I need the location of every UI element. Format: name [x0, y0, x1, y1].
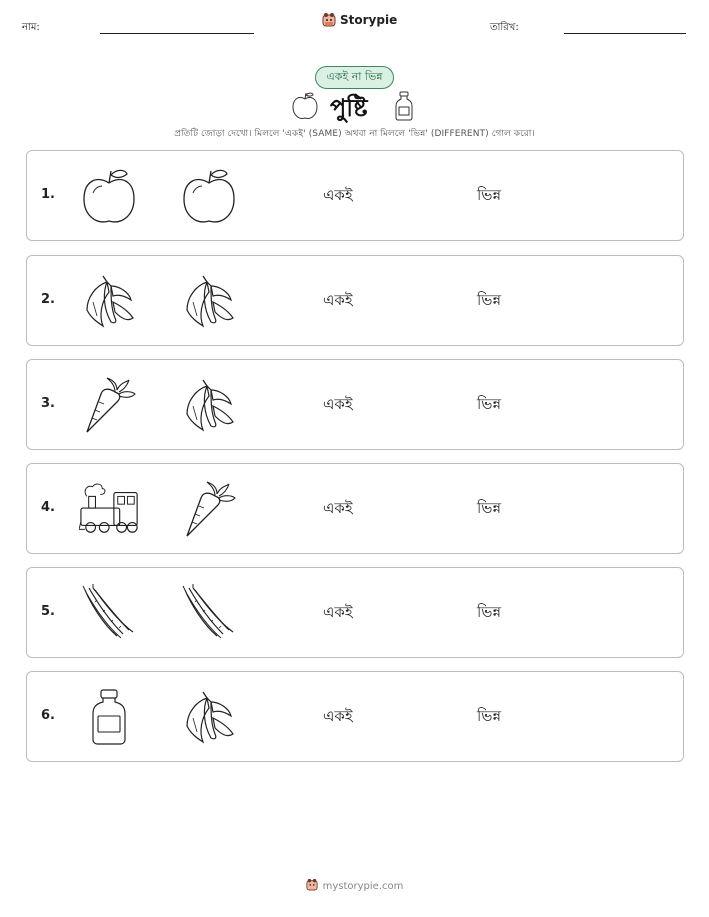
option-same[interactable]: একই [323, 186, 353, 204]
option-different[interactable]: ভিন্ন [477, 291, 502, 309]
worksheet-type-badge: একই না ভিন্ন [315, 66, 394, 89]
jar-icon [395, 91, 413, 125]
apple-icon [291, 91, 319, 125]
date-field-line[interactable] [564, 33, 686, 34]
storypie-logo-icon [306, 878, 318, 894]
item-number: 3. [41, 396, 55, 411]
item-number: 6. [41, 708, 55, 723]
name-label: নাম: [22, 22, 40, 33]
item-card [26, 150, 684, 241]
item-number: 1. [41, 187, 55, 202]
item-number: 4. [41, 500, 55, 515]
option-same[interactable]: একই [323, 291, 353, 309]
brand-name: Storypie [340, 12, 398, 27]
banana-icon [81, 272, 137, 330]
green-beans-icon [81, 584, 137, 642]
jar-icon [81, 688, 137, 746]
item-card [26, 359, 684, 450]
item-card [26, 567, 684, 658]
banana-icon [181, 272, 237, 330]
page-title: পুষ্টি [330, 94, 368, 122]
brand-logo [322, 12, 397, 27]
option-same[interactable]: একই [323, 707, 353, 725]
option-different[interactable]: ভিন্ন [477, 707, 502, 725]
option-different[interactable]: ভিন্ন [477, 499, 502, 517]
storypie-logo-icon [322, 12, 336, 27]
item-card [26, 463, 684, 554]
name-field-line[interactable] [100, 33, 254, 34]
option-same[interactable]: একই [323, 499, 353, 517]
carrot-icon [181, 480, 237, 538]
option-same[interactable]: একই [323, 395, 353, 413]
item-card [26, 671, 684, 762]
footer-site: mystorypie.com [322, 880, 404, 892]
option-different[interactable]: ভিন্ন [477, 186, 502, 204]
footer [0, 878, 709, 894]
carrot-icon [81, 376, 137, 434]
option-same[interactable]: একই [323, 603, 353, 621]
option-different[interactable]: ভিন্ন [477, 603, 502, 621]
instructions: প্রতিটি জোড়া দেখো। মিললে 'একই' (SAME) অথবা না মিললে 'ভিন্ন' (DIFFERENT) গোল করো। [174, 129, 535, 139]
date-label: তারিখ: [490, 22, 519, 33]
green-beans-icon [181, 584, 237, 642]
item-number: 2. [41, 292, 55, 307]
banana-icon [181, 376, 237, 434]
train-icon [79, 480, 141, 538]
item-card [26, 255, 684, 346]
apple-icon [81, 167, 137, 225]
title-row [0, 88, 709, 122]
option-different[interactable]: ভিন্ন [477, 395, 502, 413]
banana-icon [181, 688, 237, 746]
item-number: 5. [41, 604, 55, 619]
apple-icon [181, 167, 237, 225]
